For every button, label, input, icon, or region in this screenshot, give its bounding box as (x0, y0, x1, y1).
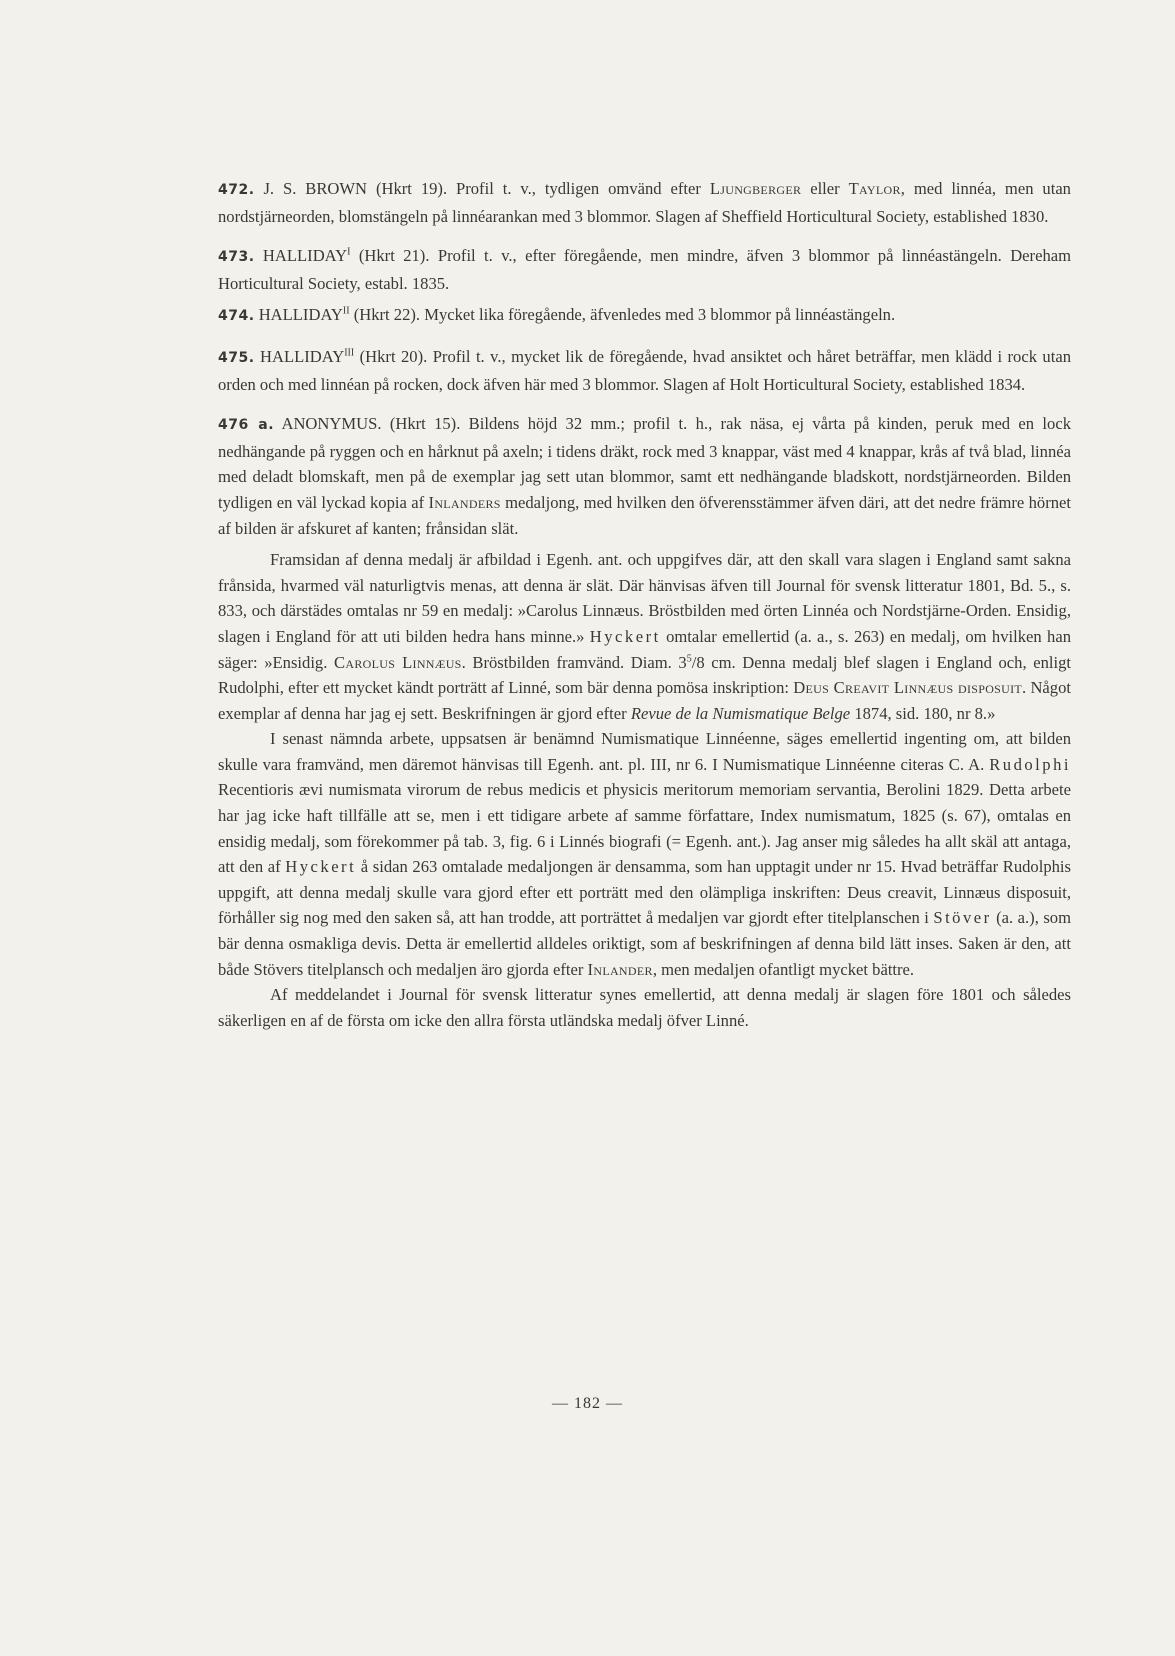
paragraph-2: I senast nämnda arbete, uppsatsen är benämnd Numismatique Linnéenne, säges emellertid ingenting om, att bilden skulle vara framvänd, men däremot hänvisas till Egenh. ant. pl. III, nr 6. I Numismatique Linnéenne citeras C. A. Rudolphi Recentioris ævi numismata virorum de rebus medicis et physicis meritorum memoriam servantia, Berolini 1829. Detta arbete har jag icke haft tillfälle att se, men i ett tidigare arbete af samme författare, Index numismatum, 1825 (s. 67), omtalas en ensidig medalj, som förekommer på tab. 3, fig. 6 i Linnés biografi (= Egenh. ant.). Jag anser mig således ha allt skäl att antaga, att den af Hyckert å sidan 263 omtalade medaljongen är densamma, som han upptagit under nr 15. Hvad beträffar Rudolphis uppgift, att denna medalj skulle vara gjord efter ett porträtt med den olämpliga inskriften: Deus creavit, Linnæus disposuit, förhåller sig nog med den saken så, att han trodde, att porträttet å medaljen var gjordt efter titelplanschen i Stöver (a. a.), som bär denna osmakliga devis. Detta är emellertid alldeles oriktigt, som af beskrifningen af denna bild lätt inses. Saken är den, att både Stövers titelplansch och medaljen äro gjorda efter Inlander, men medaljen ofantligt mycket bättre. (218, 729, 1071, 979)
entry-number: 474. (218, 308, 255, 325)
entry-number: 475. (218, 349, 255, 366)
body-text (218, 176, 1071, 1033)
entry-473: 473. $HALLIDAY^I$ (Hkrt 21). Profil t. v., efter föregående, men mindre, äfven 3 blommor på linnéastängeln. Dereham Horticultural Society, establ. 1835. (218, 246, 1072, 293)
paragraph-3: Af meddelandet i Journal för svensk litteratur synes emellertid, att denna medalj är slagen före 1801 och således säkerligen en af de första om icke den allra första utländska medalj öfver Linné. (218, 985, 1071, 1030)
entry-476a: 476 a. ANONYMUS. (Hkrt 15). Bildens höjd 32 mm.; profil t. h., rak näsa, ej vårta på kinden, peruk med en lock nedhängande på ryggen och en hårknut på axeln; i tidens dräkt, rock med 3 knappar, väst med 4 knappar, krås af två blad, linnéa med deladt blomskaft, men på de exemplar jag sett utan blommor, samt ett nedhängande bladskott, nordstjärneorden. Bilden tydligen en väl lyckad kopia af Inlanders medaljong, med hvilken den öfverensstämmer äfven däri, att det nedre främre hörnet af bilden är afskuret af kanten; frånsidan slät. (218, 414, 1071, 538)
page-number: — 182 — (552, 1395, 623, 1412)
entry-number: 473. (218, 249, 255, 266)
entry-474: 474. $HALLIDAY^{II}$ (Hkrt 22). Mycket lika föregående, äfvenledes med 3 blommor på linnéastängeln. (218, 305, 896, 325)
paragraph-1: Framsidan af denna medalj är afbildad i Egenh. ant. och uppgifves där, att den skall vara slagen i England samt sakna frånsida, hvarmed väl naturligtvis menas, att denna är slät. Där hänvisas äfven till Journal för svensk litteratur 1801, Bd. 5., s. 833, och därstädes omtalas nr 59 en medalj: »Carolus Linnæus. Bröstbilden med örten Linnéa och Nordstjärne-Orden. Ensidig, slagen i England för att uti bilden hedra hans minne.» Hyckert omtalar emellertid (a. a., s. 263) en medalj, om hvilken han säger: »Ensidig. Carolus Linnæus. Bröstbilden framvänd. Diam. $3^5/8$ cm. Denna medalj blef slagen i England och, enligt Rudolphi, efter ett mycket kändt porträtt af Linné, som bär denna pomösa inskription: Deus Creavit Linnæus disposuit. Något exemplar af denna har jag ej sett. Beskrifningen är gjord efter Revue de la Numismatique Belge 1874, sid. 180, nr 8.» (218, 550, 1071, 723)
entry-number: 476 a. (218, 417, 275, 434)
entry-number: 472. (218, 182, 255, 198)
entry-472: 472. J. S. BROWN (Hkrt 19). Profil t. v., tydligen omvänd efter Ljungberger eller Taylor, med linnéa, men utan nordstjärneorden, blomstängeln på linnéarankan med 3 blommor. Slagen af Sheffield Horticultural Society, established 1830. (218, 179, 1071, 226)
entry-475: 475. $HALLIDAY^{III}$ (Hkrt 20). Profil t. v., mycket lik de föregående, hvad ansiktet och håret beträffar, men klädd i rock utan orden och med linnéan på rocken, dock äfven här med 3 blommor. Slagen af Holt Horticultural Society, established 1834. (218, 346, 1072, 394)
